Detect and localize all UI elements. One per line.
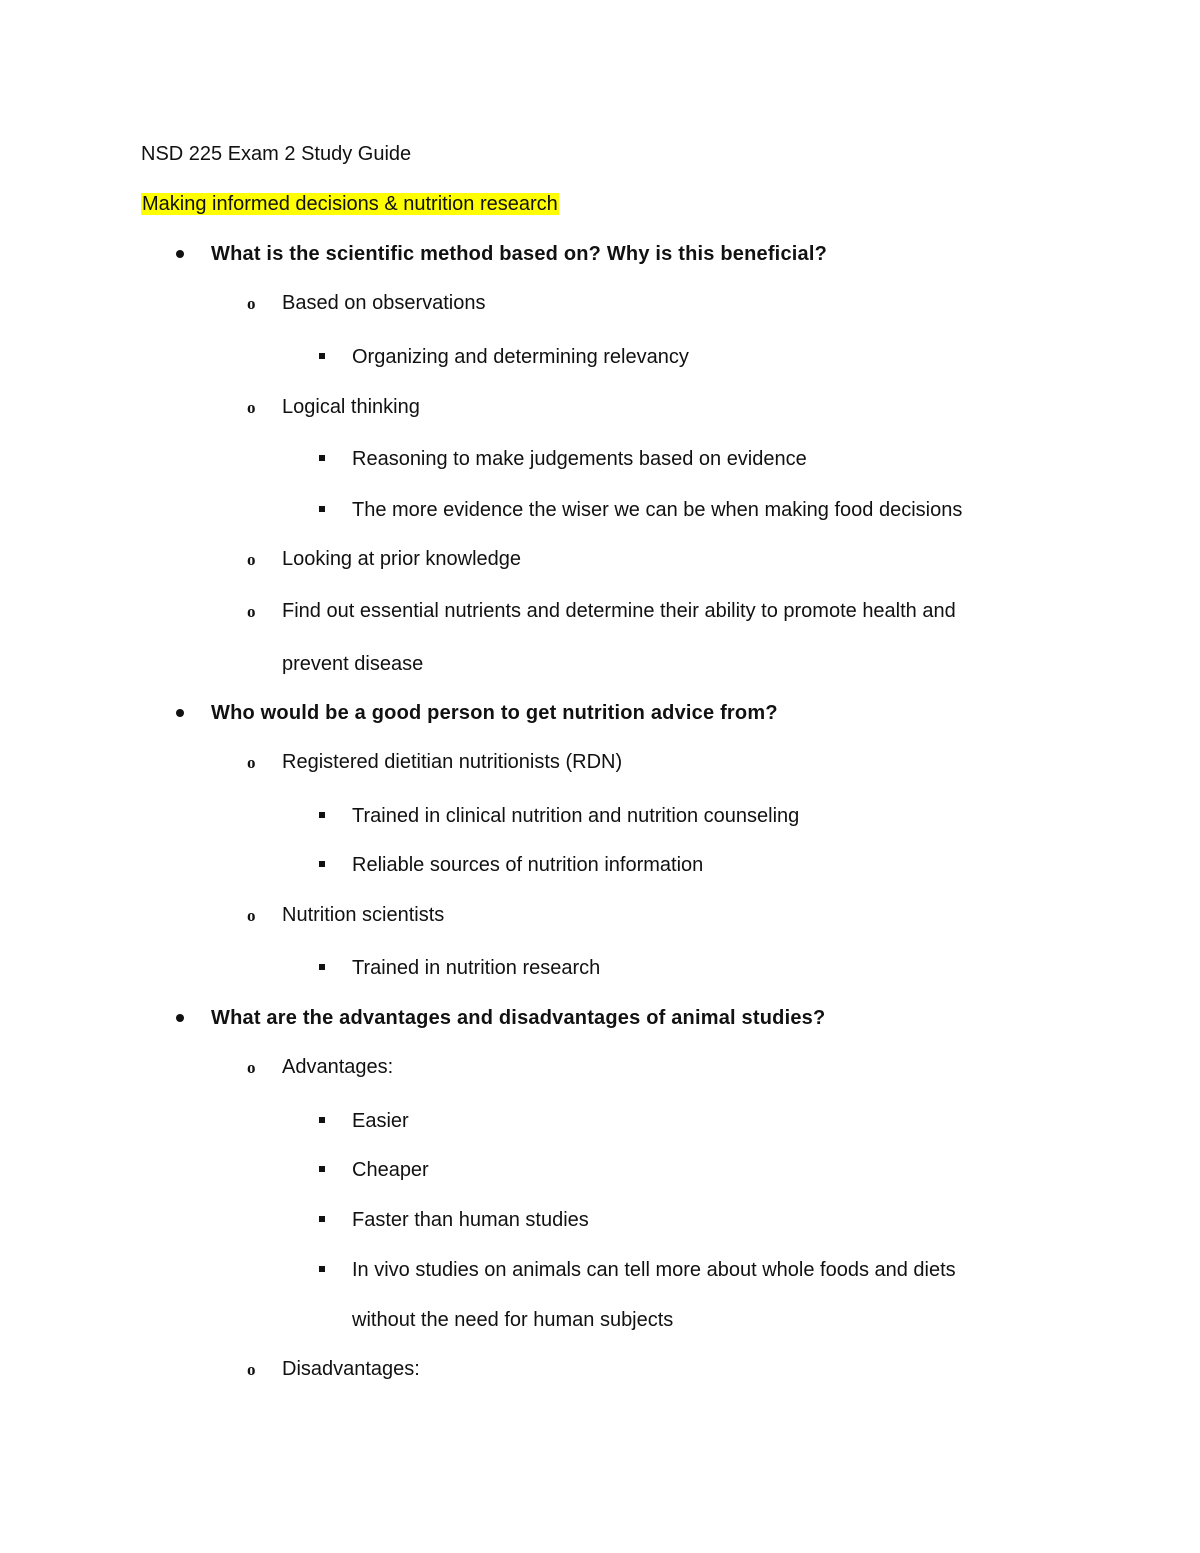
list-item-q3-1: Advantages: xyxy=(282,1056,394,1078)
bullet-l3-icon xyxy=(319,1117,325,1123)
bullet-l2-icon: o xyxy=(247,1360,256,1379)
document-title: NSD 225 Exam 2 Study Guide xyxy=(141,143,412,165)
list-item-q2-1: Registered dietitian nutritionists (RDN) xyxy=(282,751,623,773)
bullet-l3-icon xyxy=(319,861,325,867)
list-item-q3-2: Disadvantages: xyxy=(282,1358,420,1380)
sub-item-q3-1-2: Cheaper xyxy=(352,1159,429,1181)
sub-item-q1-1-1: Organizing and determining relevancy xyxy=(352,346,689,368)
bullet-l3-icon xyxy=(319,506,325,512)
bullet-l2-icon: o xyxy=(247,1058,256,1077)
sub-item-q1-2-2: The more evidence the wiser we can be when making food decisions xyxy=(352,499,963,521)
list-item-q1-4: Find out essential nutrients and determine their ability to promote health and xyxy=(282,600,956,622)
bullet-l2-icon: o xyxy=(247,550,256,569)
sub-item-q3-1-4: In vivo studies on animals can tell more about whole foods and diets xyxy=(352,1259,956,1281)
bullet-l3-icon xyxy=(319,1166,325,1172)
sub-item-q2-1-2: Reliable sources of nutrition information xyxy=(352,854,704,876)
list-item-q1-3: Looking at prior knowledge xyxy=(282,548,522,570)
bullet-l3-icon xyxy=(319,812,325,818)
question-2: Who would be a good person to get nutrition advice from? xyxy=(211,702,778,724)
sub-item-q1-2-1: Reasoning to make judgements based on evidence xyxy=(352,448,807,470)
list-item-q1-4-continuation: prevent disease xyxy=(282,653,424,675)
bullet-l2-icon: o xyxy=(247,602,256,621)
list-item-q1-1: Based on observations xyxy=(282,292,486,314)
bullet-l3-icon xyxy=(319,964,325,970)
bullet-l3-icon xyxy=(319,1216,325,1222)
list-item-q1-2: Logical thinking xyxy=(282,396,420,418)
sub-item-q2-2-1: Trained in nutrition research xyxy=(352,957,601,979)
bullet-l1-icon xyxy=(176,709,184,717)
sub-item-q3-1-3: Faster than human studies xyxy=(352,1209,589,1231)
sub-item-q2-1-1: Trained in clinical nutrition and nutrition counseling xyxy=(352,805,800,827)
bullet-l2-icon: o xyxy=(247,398,256,417)
bullet-l3-icon xyxy=(319,455,325,461)
bullet-l2-icon: o xyxy=(247,753,256,772)
bullet-l1-icon xyxy=(176,1014,184,1022)
bullet-l1-icon xyxy=(176,250,184,258)
sub-item-q3-1-4-continuation: without the need for human subjects xyxy=(352,1309,674,1331)
bullet-l2-icon: o xyxy=(247,294,256,313)
section-heading-text: Making informed decisions & nutrition research xyxy=(142,193,558,215)
question-1: What is the scientific method based on? Why is this beneficial? xyxy=(211,243,828,265)
question-3: What are the advantages and disadvantages of animal studies? xyxy=(211,1007,826,1029)
sub-item-q3-1-1: Easier xyxy=(352,1110,409,1132)
bullet-l3-icon xyxy=(319,1266,325,1272)
bullet-l2-icon: o xyxy=(247,906,256,925)
bullet-l3-icon xyxy=(319,353,325,359)
section-heading xyxy=(141,192,559,216)
list-item-q2-2: Nutrition scientists xyxy=(282,904,445,926)
